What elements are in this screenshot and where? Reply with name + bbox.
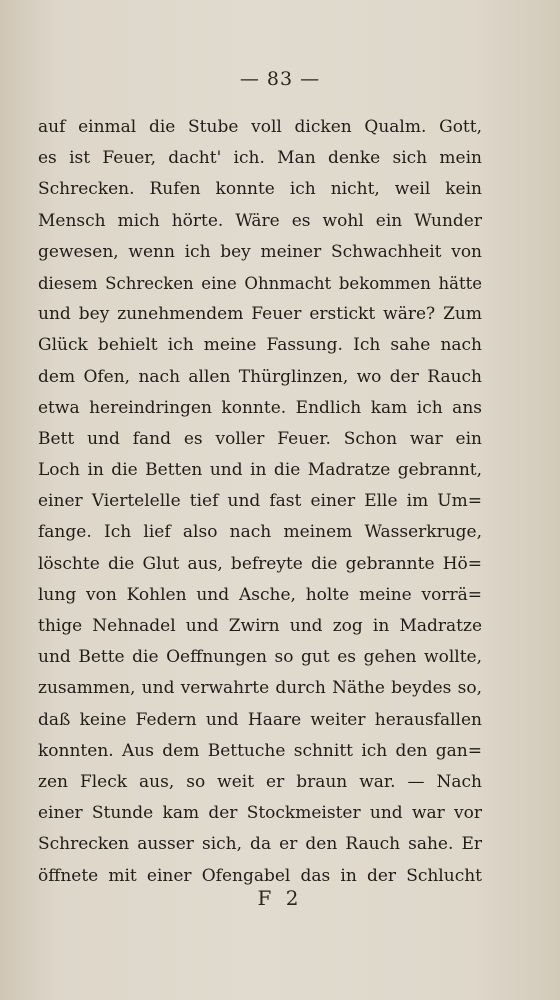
text-line: diesem Schrecken eine Ohnmacht bekommen hätte [38, 273, 482, 293]
text-line: Mensch mich hörte. Wäre es wohl ein Wunder [38, 210, 482, 231]
text-line: löschte die Glut aus, befreyte die gebrannte Hö= [38, 553, 482, 574]
text-line: daß keine Federn und Haare weiter herausfallen [38, 709, 482, 730]
text-line: einer Stunde kam der Stockmeister und war vor [38, 803, 482, 824]
text-line: es ist Feuer, dacht' ich. Man denke sich mein [38, 148, 482, 169]
text-line: gewesen, wenn ich bey meiner Schwachheit von [38, 241, 482, 262]
text-line: fange. Ich lief also nach meinem Wasserkruge, [38, 522, 482, 543]
page-number: — 83 — [239, 68, 321, 90]
text-line: Schrecken. Rufen konnte ich nicht, weil kein [38, 179, 482, 200]
text-line: etwa hereindringen konnte. Endlich kam ich ans [38, 397, 482, 418]
text-line: dem Ofen, nach allen Thürglinzen, wo der Rauch [38, 366, 482, 387]
text-line: Loch in die Betten und in die Madratze gebrannt, [38, 460, 482, 481]
text-line: Bett und fand es voller Feuer. Schon war ein [38, 428, 482, 449]
signature-mark: F 2 [257, 886, 303, 910]
text-line: und bey zunehmendem Feuer erstickt wäre? Zum [38, 304, 482, 325]
text-line: einer Viertelelle tief und fast einer Elle im Um= [38, 491, 482, 512]
body-text [38, 112, 482, 892]
text-line: zusammen, und verwahrte durch Näthe beydes so, [38, 678, 482, 699]
text-line: thige Nehnadel und Zwirn und zog in Madratze [38, 616, 482, 636]
text-line: und Bette die Oeffnungen so gut es gehen wollte, [38, 647, 482, 668]
text-line: konnten. Aus dem Bettuche schnitt ich den gan= [38, 740, 482, 761]
text-line: zen Fleck aus, so weit er braun war. — Nach [38, 771, 482, 792]
text-line: Schrecken ausser sich, da er den Rauch sahe. Er [38, 834, 482, 855]
text-line: Glück behielt ich meine Fassung. Ich sahe nach [38, 335, 482, 356]
text-line: öffnete mit einer Ofengabel das in der Schlucht [38, 865, 482, 886]
text-line: auf einmal die Stube voll dicken Qualm. Gott, [38, 117, 482, 137]
text-line: lung von Kohlen und Asche, holte meine vorrä= [38, 584, 482, 605]
